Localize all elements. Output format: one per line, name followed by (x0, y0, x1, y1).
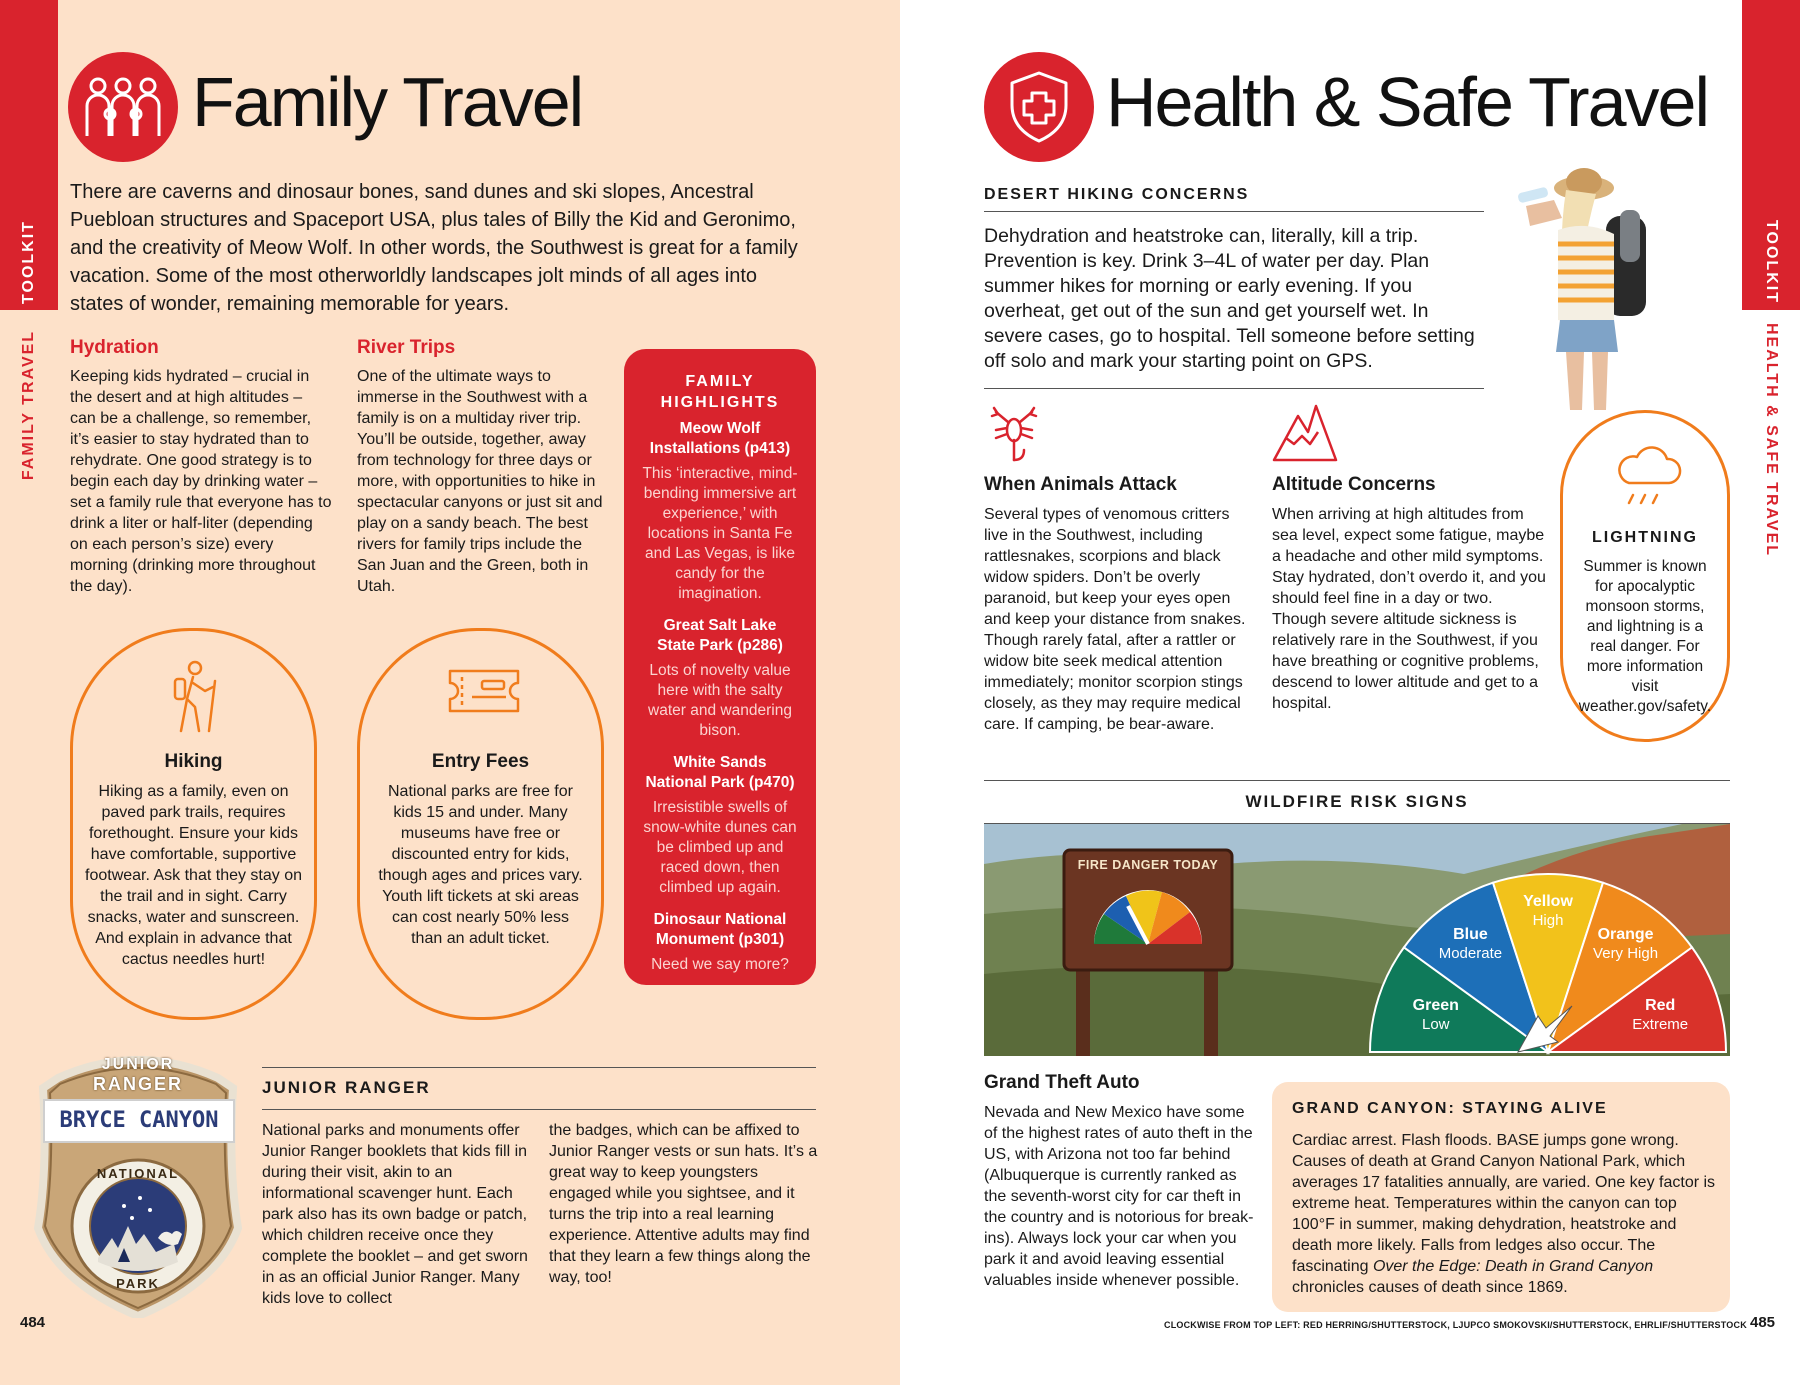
left-page-number: 484 (20, 1314, 46, 1331)
gauge-label-level: Very High (1593, 945, 1659, 963)
junior-ranger-col2: the badges, which can be affixed to Junior Ranger vests or sun hats. It’s a great way to keep youngsters engaged while you sightsee, and it turns the trip into a real learning experience. Attentive adults may find that they learn a few things along the way, too! (549, 1122, 818, 1286)
highlight-title: Dinosaur National Monument (p301) (653, 911, 787, 948)
grand-canyon-body-end: chronicles causes of death since 1869. (1292, 1279, 1568, 1296)
badge-ring-bottom: PARK (116, 1276, 160, 1291)
storm-cloud-icon (1613, 443, 1683, 514)
hiking-body: Hiking as a family, even on paved park trails, requires forethought. Ensure your kids have comfortable, supportive footwear. Ask that they stay on the trail and in sight. Carry snacks, water and sunscreen. And explain in advance that cactus needles hurt! (85, 783, 303, 968)
hiking-card (70, 628, 317, 1020)
highlight-desc: This ‘interactive, mind-bending immersive art experience,’ with locations in Santa Fe and Las Vegas, is like candy for the imagination. (642, 465, 798, 602)
desert-hiking-rule-bottom (984, 388, 1484, 389)
hydration-body: Keeping kids hydrated – crucial in the desert and at high altitudes – can be a challenge, so remember, it’s easier to stay hydrated than to rehydrate. One good strategy is to begin each day by drinking water – set a family rule that everyone has to drink a liter or half-liter (depending on each person’s size) every morning (drinking more throughout the day). (70, 368, 332, 595)
grand-canyon-book-title: Over the Edge: Death in Grand Canyon (1372, 1258, 1654, 1275)
gauge-label-red (1610, 996, 1710, 1034)
gauge-labels (1368, 866, 1728, 1056)
highlight-title: White Sands National Park (p470) (645, 754, 795, 791)
family-highlights-heading: FAMILY HIGHLIGHTS (660, 373, 780, 411)
mountain-icon (1272, 402, 1338, 467)
river-trips-body: One of the ultimate ways to immerse in the Southwest with a family is on a multiday river trip. You’ll be outside, together, away from technology for three days or more, with opportunities to hike in spectacular canyons or just sit and play on a sandy beach. The best rivers for family trips include the San Juan and the Green, both in Utah. (357, 368, 603, 595)
family-highlights-box (624, 349, 816, 985)
lightning-body: Summer is known for apocalyptic monsoon storms, and lightning is a real danger. For more information visit weather.gov/safety. (1578, 558, 1712, 715)
family-icon (68, 52, 178, 162)
scorpion-icon (984, 404, 1044, 467)
gauge-label-name: Blue (1453, 926, 1488, 944)
desert-hiking-heading: DESERT HIKING CONCERNS (984, 186, 1250, 203)
gauge-label-green (1386, 996, 1486, 1034)
highlight-title: Meow Wolf Installations (p413) (649, 420, 791, 457)
theft-body: Nevada and New Mexico have some of the highest rates of auto theft in the US, with Arizona not too far behind (Albuquerque is currently ranked as the seventh-worst city for car theft in the country and is notorious for break-ins). Always lock your car when you park it and avoid leaving essential valuables inside whenever possible. (984, 1104, 1254, 1289)
wildfire-heading: WILDFIRE RISK SIGNS (1245, 792, 1469, 811)
left-tab-toolkit-label: TOOLKIT (20, 220, 37, 304)
altitude-heading: Altitude Concerns (1272, 474, 1436, 495)
entry-fees-heading: Entry Fees (431, 751, 530, 772)
desert-hiking-rule-top (984, 211, 1484, 212)
highlight-desc: Need we say more? (651, 956, 789, 973)
entry-fees-body: National parks are free for kids 15 and under. Many museums have free or discounted entry for kids, though ages and prices vary. Youth lift tickets at ski areas can cost nearly 50% less than an adult ticket. (378, 783, 583, 947)
wildfire-sign-photo (984, 824, 1730, 1056)
hiker-icon (165, 659, 225, 740)
shield-cross-icon (984, 52, 1094, 162)
highlight-item (636, 616, 804, 741)
gauge-label-blue (1420, 925, 1520, 963)
ticket-icon (446, 667, 522, 720)
junior-ranger-bottom-rule (262, 1109, 816, 1110)
hiking-heading: Hiking (164, 751, 223, 772)
page-title-family-travel: Family Travel (192, 63, 583, 141)
gauge-label-level: Low (1422, 1015, 1450, 1033)
highlight-item (636, 910, 804, 975)
photo-credit: CLOCKWISE FROM TOP LEFT: RED HERRING/SHUTTERSTOCK, LJUPCO SMOKOVSKI/SHUTTERSTOCK, EHRLIF/SHUTTERSTOCK (1164, 1320, 1747, 1330)
badge-ranger-text: RANGER (92, 1074, 183, 1094)
gauge-label-name: Red (1645, 996, 1676, 1014)
highlight-desc: Lots of novelty value here with the salty water and wandering bison. (648, 662, 792, 739)
theft-heading: Grand Theft Auto (984, 1072, 1140, 1093)
gauge-label-level: Extreme (1632, 1015, 1689, 1033)
badge-ring-top: NATIONAL (96, 1166, 180, 1181)
gauge-label-name: Orange (1597, 926, 1654, 944)
grand-canyon-body-start: Cardiac arrest. Flash floods. BASE jumps gone wrong. Causes of death at Grand Canyon National Park, which averages 17 fatalities annually, are varied. One key factor is extreme heat. Temperatures within the canyon can top 100°F in summer, making dehydration, heatstroke and death more likely. Falls from ledges also occur. The fascinating (1292, 1132, 1716, 1275)
badge-junior-text: JUNIOR (101, 1056, 175, 1073)
grand-canyon-body (1292, 1130, 1717, 1298)
highlight-item (636, 753, 804, 898)
junior-ranger-heading: JUNIOR RANGER (262, 1078, 431, 1097)
gauge-label-level: Moderate (1438, 945, 1503, 963)
wildfire-rule-top (984, 780, 1730, 781)
right-page-number: 485 (1750, 1314, 1776, 1331)
family-intro: There are caverns and dinosaur bones, sand dunes and ski slopes, Ancestral Puebloan structures and Spaceport USA, plus tales of Billy the Kid and Geronimo, and the creativity of Meow Wolf. In other words, the Southwest is great for a family vacation. Some of the most otherworldly landscapes jolt minds of all ages into states of wonder, remaining memorable for years. (70, 181, 798, 315)
hydration-heading: Hydration (70, 337, 159, 358)
grand-canyon-heading: GRAND CANYON: STAYING ALIVE (1292, 1100, 1608, 1117)
right-tab-section-label: HEALTH & SAFE TRAVEL (1763, 322, 1780, 558)
left-tab-section-label: FAMILY TRAVEL (20, 329, 37, 481)
badge-park-name: BRYCE CANYON (59, 1108, 219, 1133)
page-title-health-safe-travel: Health & Safe Travel (1106, 63, 1708, 141)
lightning-card (1560, 410, 1730, 742)
woman-drinking-water-photo (1496, 160, 1646, 410)
highlight-item (636, 419, 804, 604)
gauge-label-name: Yellow (1523, 893, 1573, 910)
animals-body: Several types of venomous critters live in the Southwest, including rattlesnakes, scorpions and black widow spiders. Don’t be overly paranoid, but keep your eyes open and keep your distance from snakes. Though rarely fatal, after a rattler or widow bite seek medical attention immediately; monitor scorpion stings closely, as they may require medical care. If camping, be bear-aware. (984, 506, 1246, 733)
gauge-label-name: Green (1412, 996, 1459, 1014)
fire-sign-title: FIRE DANGER TODAY (1077, 858, 1219, 872)
lightning-heading: LIGHTNING (1592, 529, 1698, 546)
gauge-label-level: High (1532, 912, 1564, 929)
highlight-desc: Irresistible swells of snow-white dunes can be climbed up and raced down, then climbed up again. (643, 799, 797, 896)
right-page (900, 0, 1800, 1385)
desert-hiking-body: Dehydration and heatstroke can, literally, kill a trip. Prevention is key. Drink 3–4L of water per day. Plan summer hikes for morning or early evening. If you overheat, get out of the sun and get yourself wet. In severe cases, go to hospital. Tell someone before setting off solo and mark your starting point on GPS. (984, 225, 1475, 372)
gauge-label-orange (1576, 925, 1676, 963)
river-trips-heading: River Trips (357, 337, 456, 358)
entry-fees-card (357, 628, 604, 1020)
right-tab-toolkit-label: TOOLKIT (1763, 220, 1780, 304)
junior-ranger-col1: National parks and monuments offer Junior Ranger booklets that kids fill in during their visit, akin to an informational scavenger hunt. Each park also has its own badge or patch, which children receive once they complete the booklet – and get sworn in as an official Junior Ranger. Many kids love to collect (262, 1122, 528, 1307)
grand-canyon-box (1272, 1082, 1730, 1312)
junior-ranger-badge (28, 1048, 248, 1323)
highlight-title: Great Salt Lake State Park (p286) (657, 617, 783, 654)
altitude-body: When arriving at high altitudes from sea level, expect some fatigue, maybe a headache and other mild symptoms. Stay hydrated, don’t overdo it, and you should feel fine in a day or two. Though severe altitude sickness is relatively rare in the Southwest, if you have breathing or cognitive problems, descend to lower altitude and get to a hospital. (1272, 506, 1546, 712)
animals-heading: When Animals Attack (984, 474, 1177, 495)
junior-ranger-top-rule (262, 1067, 816, 1068)
